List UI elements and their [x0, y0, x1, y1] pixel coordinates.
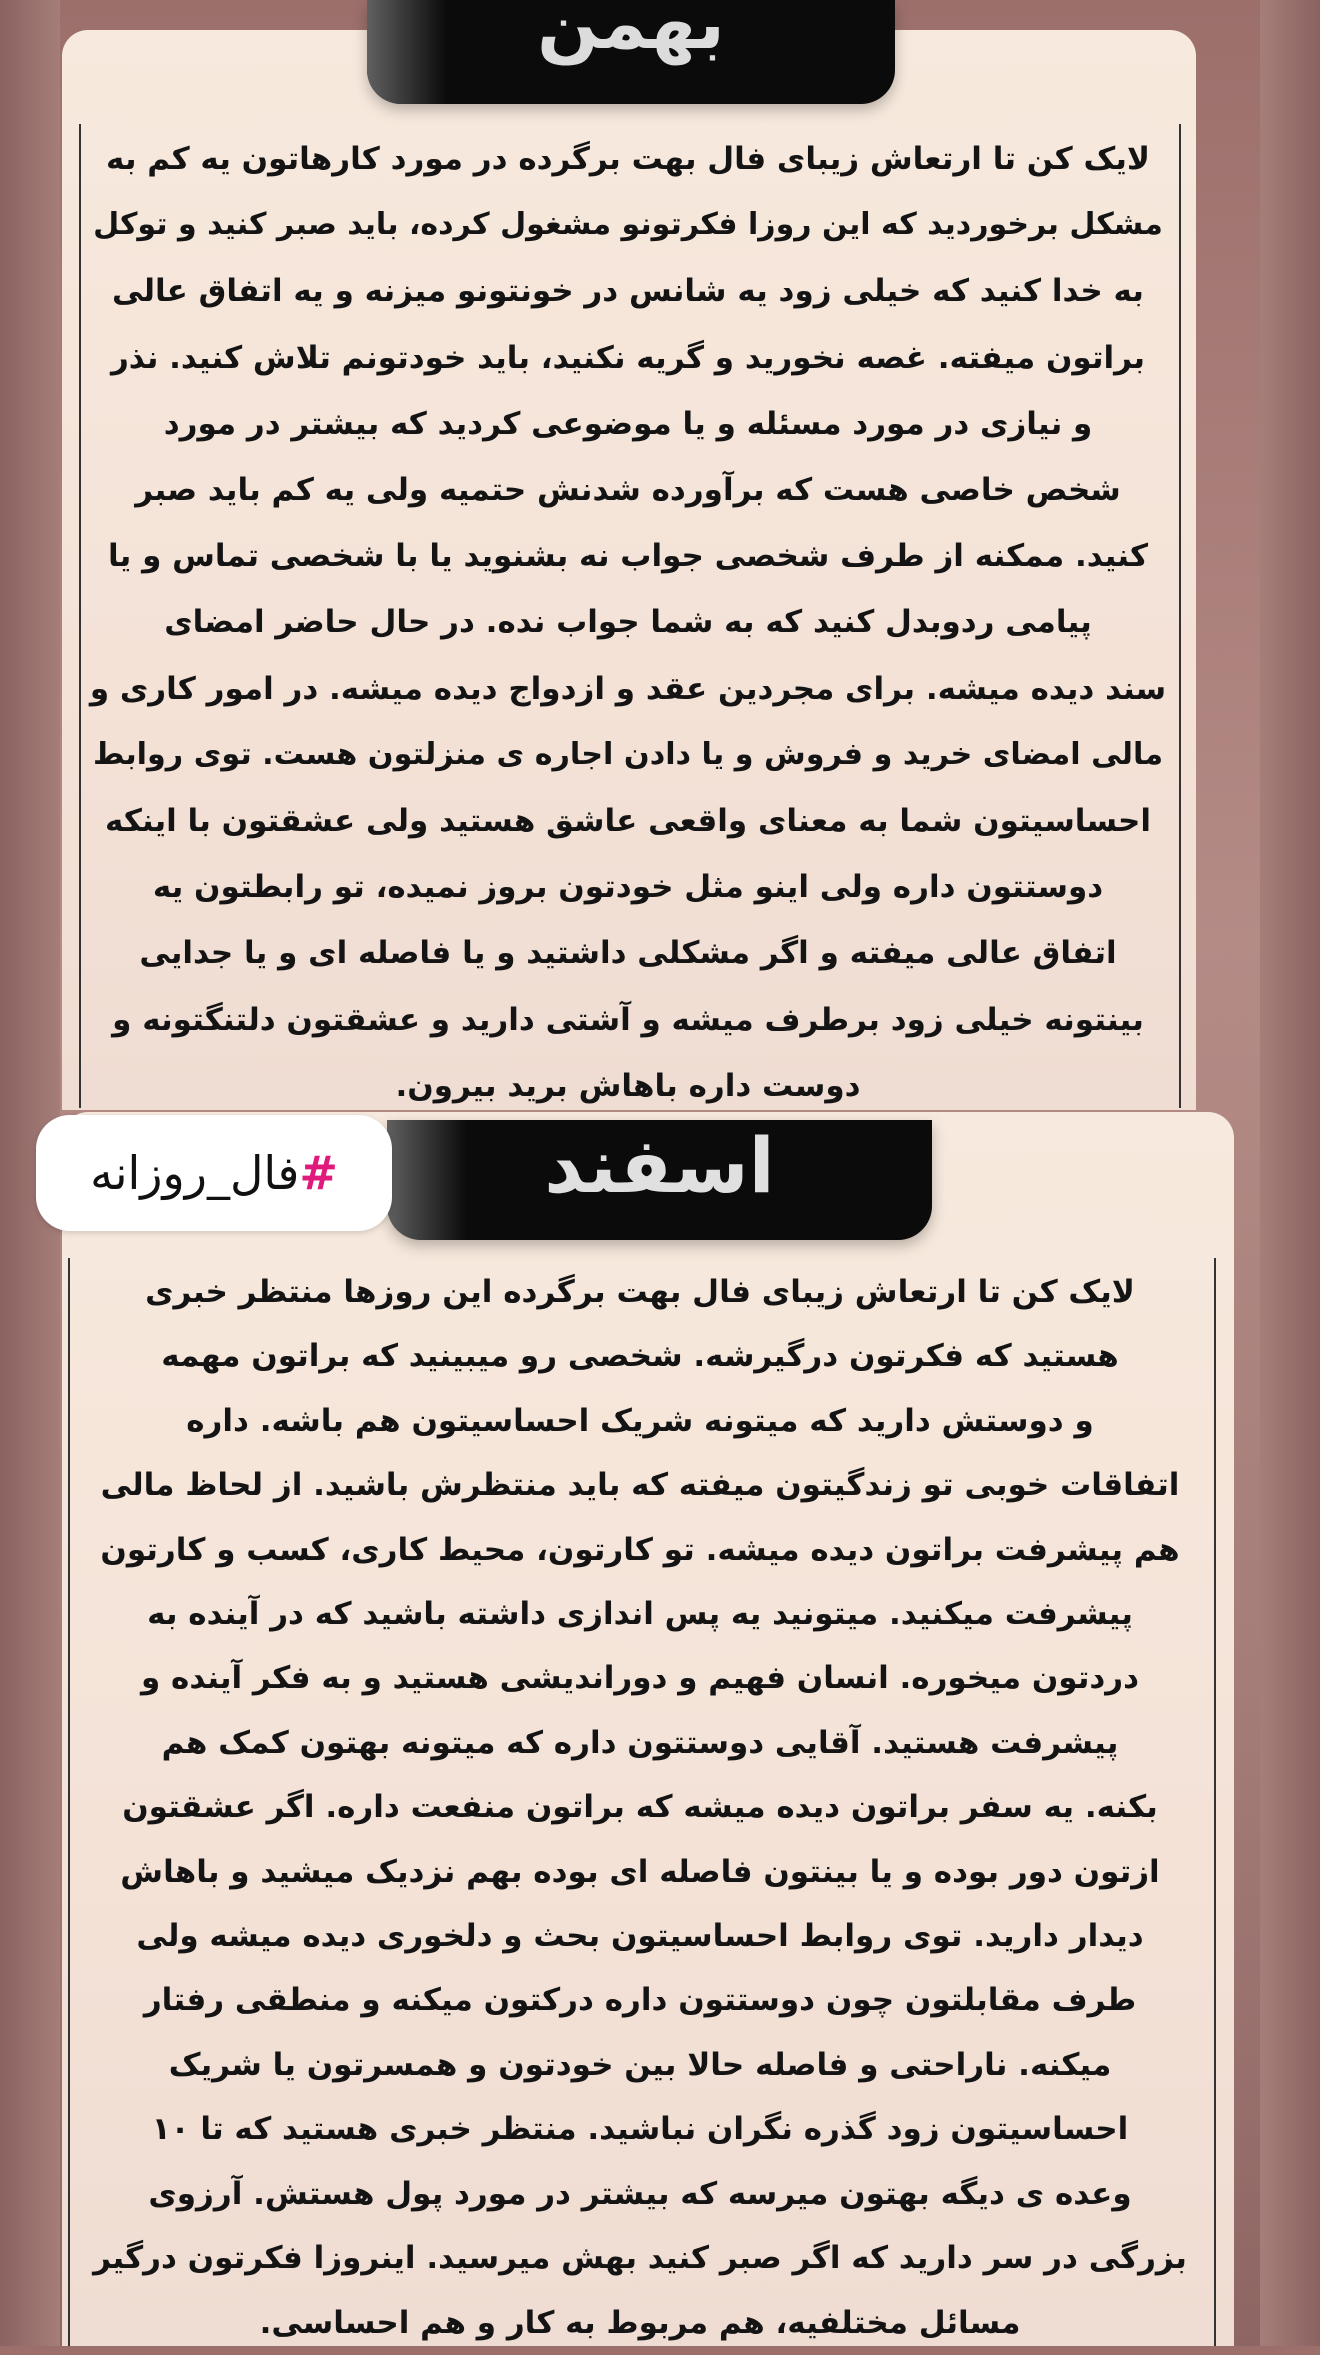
- text-line: دوستتون داره ولی اینو مثل خودتون بروز نمیده، تو رابطتون یه: [152, 869, 1104, 906]
- text-line: میکنه. ناراحتی و فاصله حالا بین خودتون و همسرتون یا شریک: [168, 2046, 1112, 2083]
- text-line: دیدار دارید. توی روابط احساسیتون بحث و دلخوری دیده میشه ولی: [136, 1918, 1144, 1955]
- text-line: هم پیشرفت براتون دیده میشه. تو کارتون، محیط کاری، کسب و کارتون: [100, 1531, 1180, 1568]
- text-line: پیشرفت میکنید. میتونید یه پس اندازی داشته باشید که در آینده به: [147, 1596, 1133, 1633]
- hashtag-symbol: #: [299, 1146, 338, 1200]
- text-line: طرف مقابلتون چون دوستتون داره درکتون میکنه و منطقی رفتار: [143, 1982, 1137, 2019]
- text-line: اتفاقات خوبی تو زندگیتون میفته که باید منتظرش باشید. از لحاظ مالی: [100, 1467, 1180, 1504]
- text-line: احساسیتون شما به معنای واقعی عاشق هستید ولی عشقتون با اینکه: [105, 803, 1151, 840]
- text-line: به خدا کنید که خیلی زود یه شانس در خونتونو میزنه و یه اتفاق عالی: [112, 273, 1144, 310]
- text-line: وعده ی دیگه بهتون میرسه که بیشتر در مورد پول هستش. آرزوی: [148, 2175, 1132, 2212]
- text-line: مشکل برخوردید که این روزا فکرتونو مشغول کرده، باید صبر کنید و توکل: [93, 207, 1163, 243]
- text-line: اتفاق عالی میفته و اگر مشکلی داشتید و یا فاصله ای و یا جدایی: [139, 935, 1117, 972]
- text-line: براتون میفته. غصه نخورید و گریه نکنید، باید خودتونم تلاش کنید. نذر: [110, 339, 1146, 376]
- section-title-esfand: [387, 1120, 932, 1240]
- text-line: شخص خاصی هست که برآورده شدنش حتمیه ولی یه کم باید صبر: [135, 472, 1121, 509]
- text-line: کنید. ممکنه از طرف شخصی جواب نه بشنوید یا با شخصی تماس و یا: [108, 538, 1148, 575]
- text-line: ازتون دور بوده و یا بینتون فاصله ای بوده بهم نزدیک میشید و باهاش: [120, 1853, 1160, 1890]
- horoscope-text-esfand: [71, 1260, 1209, 2355]
- text-line: بزرگی در سر دارید که اگر صبر کنید بهش میرسید. اینروزا فکرتون درگیر: [93, 2240, 1187, 2277]
- hashtag-text: فال_روزانه: [90, 1146, 300, 1200]
- text-line: هستید که فکرتون درگیرشه. شخصی رو میبینید که براتون مهمه: [161, 1338, 1119, 1375]
- text-line: احساسیتون زود گذره نگران نباشید. منتظر خبری هستید که تا ۱۰: [151, 2111, 1129, 2148]
- text-line: و نیازی در مورد مسئله و یا موضوعی کردید که بیشتر در مورد: [163, 405, 1093, 442]
- horoscope-text-bahman: [82, 126, 1174, 1119]
- text-line: لایک کن تا ارتعاش زیبای فال بهت برگرده این روزها منتظر خبری: [145, 1274, 1135, 1310]
- text-line: مسائل مختلفیه، هم مربوط به کار و هم احساسی.: [259, 2304, 1021, 2341]
- text-line: پیامی ردوبدل کنید که به شما جواب نده. در حال حاضر امضای: [164, 604, 1092, 641]
- section-title-bahman-text: بهمن: [537, 0, 725, 65]
- text-line: لایک کن تا ارتعاش زیبای فال بهت برگرده در مورد کارهاتون یه کم به: [106, 141, 1150, 177]
- background-right-edge: [1260, 0, 1320, 2346]
- text-line: و دوستش دارید که میتونه شریک احساسیتون هم باشه. داره: [186, 1402, 1094, 1439]
- section-title-esfand-text: اسفند: [544, 1121, 775, 1210]
- text-line: دوست داره باهاش برید بیرون.: [395, 1067, 861, 1104]
- text-line: بکنه. یه سفر براتون دیده میشه که براتون منفعت داره. اگر عشقتون: [122, 1789, 1158, 1826]
- section-title-bahman: [367, 0, 895, 104]
- hashtag-badge[interactable]: [36, 1115, 392, 1231]
- text-line: پیشرفت هستید. آقایی دوستتون داره که میتونه بهتون کمک هم: [161, 1724, 1119, 1761]
- text-line: سند دیده میشه. برای مجردین عقد و ازدواج دیده میشه. در امور کاری و: [89, 670, 1167, 707]
- text-line: دردتون میخوره. انسان فهیم و دوراندیشی هستید و به فکر آینده و: [140, 1660, 1140, 1697]
- text-line: بینتونه خیلی زود برطرف میشه و آشتی دارید و عشقتون دلتنگتونه و: [112, 1001, 1144, 1038]
- text-line: مالی امضای خرید و فروش و یا دادن اجاره ی منزلتون هست. توی روابط: [92, 736, 1164, 772]
